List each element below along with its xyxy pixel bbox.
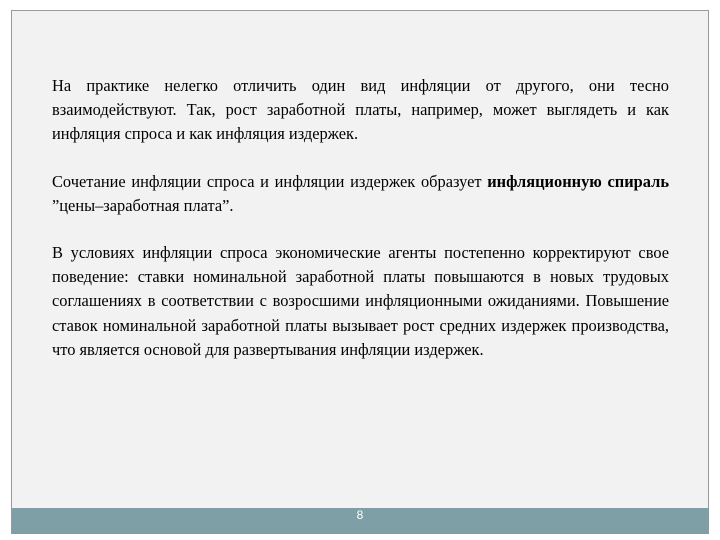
paragraph-2-prefix: Сочетание инфляции спроса и инфляции издержек образует — [52, 171, 488, 191]
slide-body — [52, 74, 669, 385]
paragraph-2-suffix: ”цены–заработная плата”. — [52, 195, 234, 215]
paragraph-1-text: На практике нелегко отличить один вид инфляции от другого, они тесно взаимодействуют. Так, рост заработной платы, например, может выглядеть и как инфляция спроса и как инфляция издержек. — [52, 76, 669, 144]
paragraph-2-bold-term: инфляционную спираль — [487, 171, 669, 191]
paragraph-3 — [52, 241, 669, 362]
paragraph-2 — [52, 170, 669, 218]
paragraph-1 — [52, 74, 669, 147]
paragraph-3-text: В условиях инфляции спроса экономические агенты постепенно корректируют свое поведение: ставки номинальной заработной платы повышаются в новых трудовых соглашениях в соответствии с возросшими инфляционными ожиданиями. Повышение ставок номинальной заработной платы вызывает рост средних издержек производства, что является основой для развертывания инфляции издержек. — [52, 243, 669, 359]
page-number: 8 — [356, 508, 364, 522]
